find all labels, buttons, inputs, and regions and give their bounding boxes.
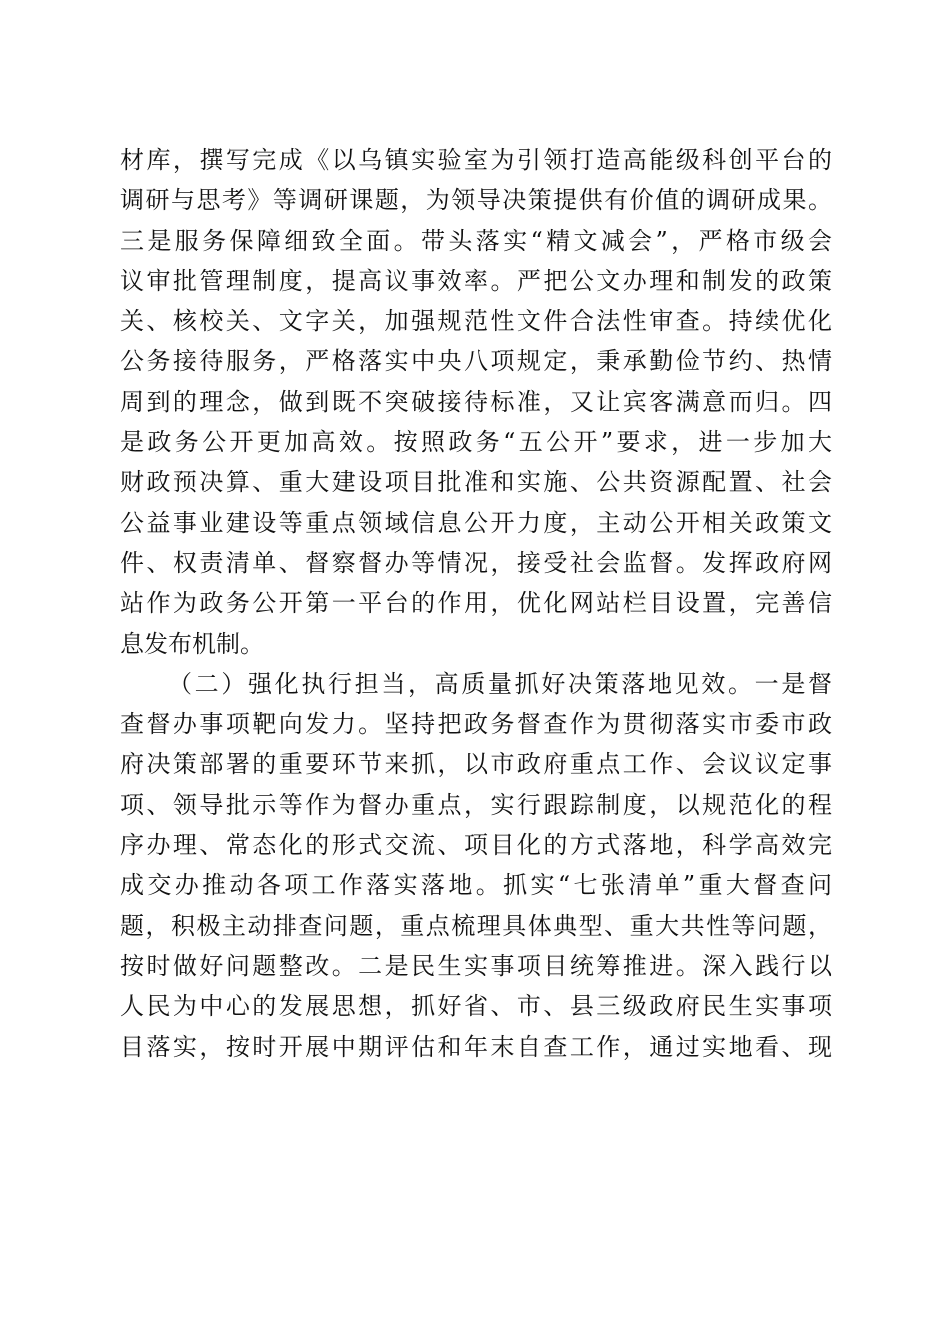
text-line: 关、核校关、文字关，加强规范性文件合法性审查。持续优化 — [120, 307, 832, 336]
text-line: 件、权责清单、督察督办等情况，接受社会监督。发挥政府网 — [120, 548, 832, 577]
text-line: 府决策部署的重要环节来抓，以市政府重点工作、会议议定事 — [120, 750, 832, 779]
text-line: 财政预决算、重大建设项目批准和实施、公共资源配置、社会 — [120, 468, 832, 497]
text-line: 是政务公开更加高效。按照政务“五公开”要求，进一步加大 — [120, 428, 832, 457]
paragraph-1 — [120, 140, 832, 664]
document-body — [120, 140, 832, 1067]
text-line: 调研与思考》等调研课题，为领导决策提供有价值的调研成果。 — [120, 186, 832, 215]
text-line: 人民为中心的发展思想，抓好省、市、县三级政府民生实事项 — [120, 992, 832, 1021]
text-line: 议审批管理制度，提高议事效率。严把公文办理和制发的政策 — [120, 266, 832, 295]
text-line: 息发布机制。 — [120, 629, 264, 658]
text-line: 三是服务保障细致全面。带头落实“精文减会”，严格市级会 — [120, 226, 832, 255]
text-line: 周到的理念，做到既不突破接待标准，又让宾客满意而归。四 — [120, 387, 832, 416]
text-line: 项、领导批示等作为督办重点，实行跟踪制度，以规范化的程 — [120, 790, 832, 819]
text-line: 按时做好问题整改。二是民生实事项目统筹推进。深入践行以 — [120, 951, 832, 980]
text-line: 目落实，按时开展中期评估和年末自查工作，通过实地看、现 — [120, 1032, 832, 1061]
text-line: 成交办推动各项工作落实落地。抓实“七张清单”重大督查问 — [120, 871, 832, 900]
text-line: 题，积极主动排查问题，重点梳理具体典型、重大共性等问题， — [120, 911, 832, 940]
text-line: 站作为政务公开第一平台的作用，优化网站栏目设置，完善信 — [120, 589, 832, 618]
text-line: （二）强化执行担当，高质量抓好决策落地见效。一是督 — [168, 669, 832, 698]
paragraph-2 — [120, 664, 832, 1067]
text-line: 查督办事项靶向发力。坚持把政务督查作为贯彻落实市委市政 — [120, 710, 832, 739]
text-line: 公益事业建设等重点领域信息公开力度，主动公开相关政策文 — [120, 508, 832, 537]
text-line: 序办理、常态化的形式交流、项目化的方式落地，科学高效完 — [120, 831, 832, 860]
text-line: 材库，撰写完成《以乌镇实验室为引领打造高能级科创平台的 — [120, 146, 832, 174]
text-line: 公务接待服务，严格落实中央八项规定，秉承勤俭节约、热情 — [120, 347, 832, 376]
